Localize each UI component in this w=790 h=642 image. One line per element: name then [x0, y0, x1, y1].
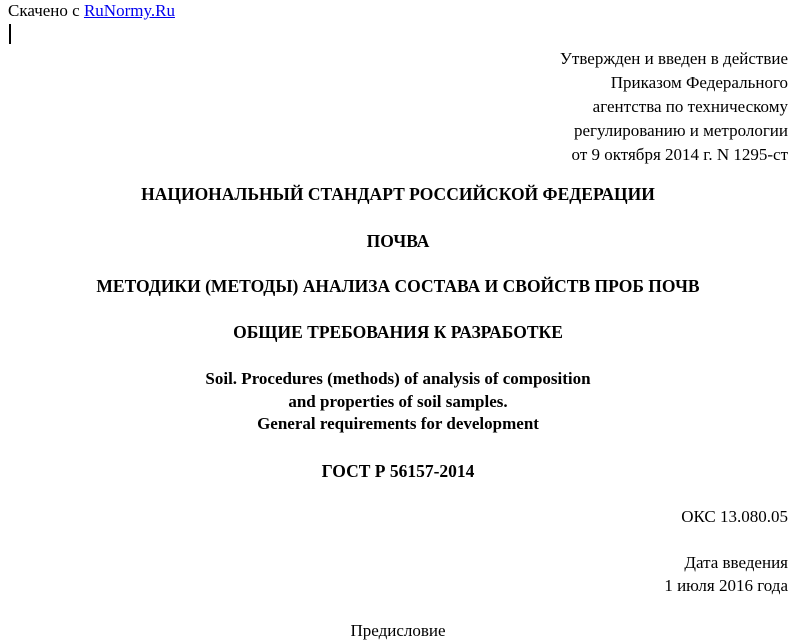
national-standard-heading: НАЦИОНАЛЬНЫЙ СТАНДАРТ РОССИЙСКОЙ ФЕДЕРАЦИИ: [141, 184, 655, 204]
approval-line: от 9 октября 2014 г. N 1295-ст: [571, 145, 788, 164]
approval-line: Утвержден и введен в действие: [559, 49, 788, 68]
document-subtitle: ОБЩИЕ ТРЕБОВАНИЯ К РАЗРАБОТКЕ: [233, 322, 563, 342]
oks-code: ОКС 13.080.05: [681, 507, 788, 526]
approval-block: [560, 47, 788, 167]
english-title-line: and properties of soil samples.: [288, 391, 508, 411]
source-link[interactable]: RuNormy.Ru: [83, 1, 175, 20]
english-title-line: Soil. Procedures (methods) of analysis of composition: [205, 369, 591, 388]
introduction-label: Дата введения: [684, 553, 788, 572]
english-title: [0, 368, 790, 436]
source-line: [8, 1, 175, 21]
approval-line: агентства по техническому: [592, 97, 788, 116]
subject-heading: ПОЧВА: [366, 231, 430, 251]
document-title: МЕТОДИКИ (МЕТОДЫ) АНАЛИЗА СОСТАВА И СВОЙСТВ ПРОБ ПОЧВ: [96, 276, 700, 296]
standard-number: ГОСТ Р 56157-2014: [321, 461, 475, 481]
text-cursor: [9, 24, 11, 44]
preface-heading: Предисловие: [350, 621, 446, 640]
approval-line: Приказом Федерального: [610, 73, 788, 92]
source-prefix: Скачено с: [8, 1, 84, 20]
introduction-date: 1 июля 2016 года: [664, 576, 788, 595]
approval-line: регулированию и метрологии: [573, 121, 788, 140]
english-title-line: General requirements for development: [257, 414, 539, 433]
